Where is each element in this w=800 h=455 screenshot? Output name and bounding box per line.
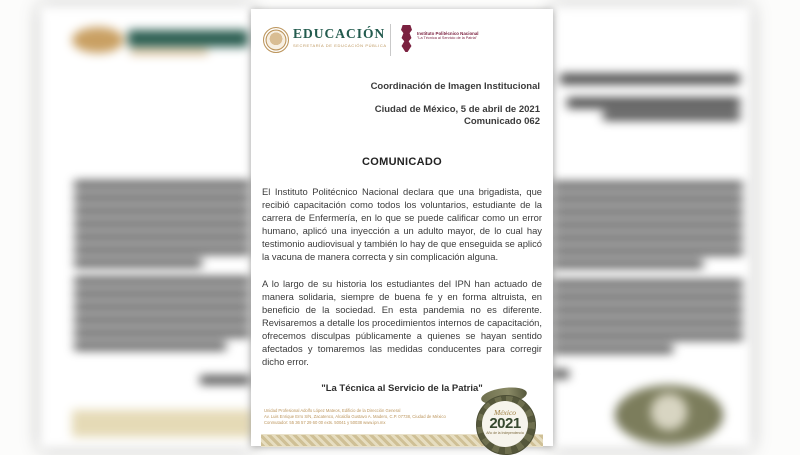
blurred-text-line bbox=[74, 246, 250, 254]
blurred-text-line bbox=[74, 194, 250, 202]
dateline: Ciudad de México, 5 de abril de 2021 bbox=[374, 104, 540, 115]
blurred-text-line bbox=[553, 247, 743, 255]
blurred-text-line bbox=[74, 233, 250, 241]
agency-name: EDUCACIÓN bbox=[293, 26, 386, 41]
letterhead bbox=[261, 23, 545, 67]
address-line-3: Conmutador: 55 36 57 29 60 00 exts. 50041 y 50038 www.ipn.mx bbox=[264, 420, 386, 425]
blurred-text-line bbox=[74, 181, 250, 189]
blurred-text-line bbox=[74, 316, 250, 324]
agency-subtitle: SECRETARÍA DE EDUCACIÓN PÚBLICA bbox=[293, 42, 387, 48]
blurred-text-line bbox=[74, 290, 250, 298]
blurred-text-line bbox=[553, 280, 743, 288]
badge-caption: Año de la Independencia bbox=[486, 431, 524, 435]
issuing-office: Coordinación de Imagen Institucional bbox=[370, 81, 540, 92]
blurred-text-line bbox=[74, 329, 250, 337]
blurred-seal-blob bbox=[72, 27, 124, 53]
blurred-text-line bbox=[553, 182, 743, 190]
address-line-2: Av. Luis Enrique Erro S/N, Zacatenco, Alcaldía Gustavo A. Madero, C.P. 07738, Ciudad de México bbox=[264, 414, 446, 419]
badge-country: México bbox=[493, 408, 517, 417]
blurred-text-line bbox=[553, 234, 743, 242]
badge-center bbox=[482, 401, 528, 447]
body-paragraph-2: A lo largo de su historia los estudiantes del IPN han actuado de manera solidaria, siempre de buena fe y en forma altruista, en beneficio de la sociedad. En esta pandemia no es diferente. Revisaremos a detalle los procedimientos internos de capacitación, ofrecemos disculpas públicamente a quienes se hayan sentido afectados y tomaremos las medidas conducentes para corregir dicho error. bbox=[262, 278, 542, 367]
blurred-text-line bbox=[74, 342, 226, 350]
header-divider bbox=[390, 24, 391, 56]
blurred-text-line bbox=[553, 195, 743, 203]
closing-motto: "La Técnica al Servicio de la Patria" bbox=[321, 383, 483, 394]
blurred-text-line bbox=[74, 259, 202, 267]
institute-name: Instituto Politécnico Nacional bbox=[417, 31, 479, 36]
badge-year: 2021 bbox=[489, 415, 521, 432]
blurred-text-line bbox=[74, 207, 250, 215]
mexico-eagle-seal-icon bbox=[263, 27, 289, 53]
blurred-header-line bbox=[560, 74, 740, 84]
blurred-text-line bbox=[553, 260, 703, 268]
blurred-text-line bbox=[74, 303, 250, 311]
blurred-text-line bbox=[553, 221, 743, 229]
ipn-emblem-icon bbox=[401, 25, 412, 52]
document-meta bbox=[371, 81, 540, 128]
blurred-text-line bbox=[553, 293, 743, 301]
mexico-2021-badge bbox=[469, 390, 543, 454]
ipn-logo-text bbox=[417, 31, 512, 41]
blurred-agency-wordmark bbox=[128, 30, 248, 47]
blurred-text-line bbox=[553, 345, 673, 353]
blurred-motto-line bbox=[553, 370, 569, 378]
blurred-agency-subtitle bbox=[130, 50, 208, 54]
blurred-ornament-strip bbox=[72, 410, 252, 437]
blurred-header-line bbox=[603, 111, 740, 120]
blurred-badge bbox=[615, 385, 723, 445]
blurred-header-line bbox=[567, 98, 740, 108]
blurred-page-left bbox=[40, 6, 252, 448]
document-title: COMUNICADO bbox=[362, 156, 442, 168]
blurred-motto-line bbox=[200, 376, 250, 384]
blurred-text-line bbox=[553, 332, 743, 340]
blurred-page-right bbox=[553, 6, 751, 448]
blurred-text-line bbox=[74, 220, 250, 228]
blurred-text-line bbox=[74, 277, 250, 285]
footer-address bbox=[264, 408, 464, 426]
document-page bbox=[251, 9, 553, 446]
body-paragraph-1: El Instituto Politécnico Nacional declara que una brigadista, que recibió capacitación como todos los voluntarios, estudiante de la carrera de Enfermería, en lo que se puede calificar como un error humano, aplicó una inyección a un adulto mayor, de lo cual hay testimonio audiovisual y también lo hay de que enseguida se aplicó la vacuna de manera correcta y sin complicación alguna. bbox=[262, 186, 542, 262]
address-line-1: Unidad Profesional Adolfo López Mateos, Edificio de la Dirección General bbox=[264, 408, 401, 413]
educacion-logo bbox=[293, 27, 387, 48]
bulletin-number: Comunicado 062 bbox=[463, 116, 540, 127]
institute-motto: "La Técnica al Servicio de la Patria" bbox=[417, 36, 478, 41]
blurred-text-line bbox=[553, 306, 743, 314]
blurred-text-line bbox=[553, 208, 743, 216]
blurred-text-line bbox=[553, 319, 743, 327]
